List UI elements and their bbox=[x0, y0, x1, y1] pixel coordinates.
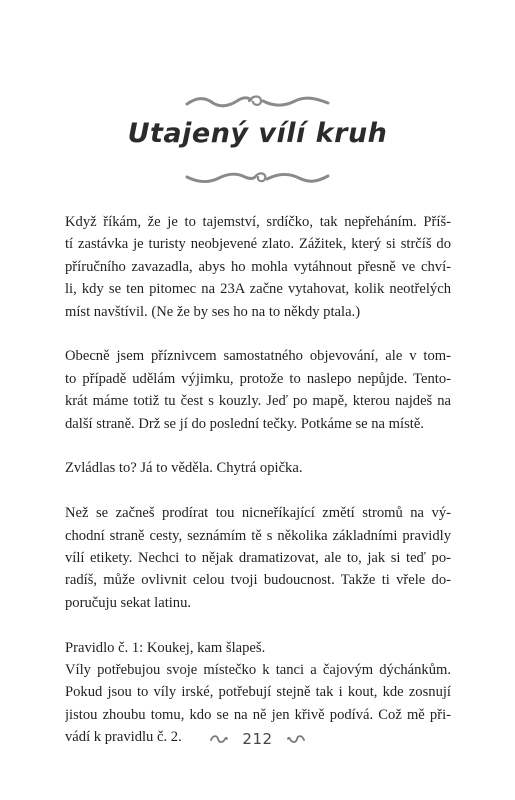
top-ornament-icon bbox=[185, 92, 330, 112]
bottom-ornament-icon bbox=[185, 168, 330, 188]
page-number: 212 bbox=[242, 730, 273, 748]
text-line: Než se začneš prodírat tou nicneříkající změtí stromů na vý- bbox=[65, 505, 451, 522]
text-line: radíš, může ovlivnit celou tvoji budoucnost. Takže ti vřele do- bbox=[65, 572, 451, 589]
text-line: míst navštívil. (Ne že by ses ho na to někdy ptala.) bbox=[65, 303, 361, 320]
text-line: vádí k pravidlu č. 2. bbox=[65, 729, 182, 746]
text-line: tí zastávka je turisty neobjevené zlato. Zážitek, který si strčíš do bbox=[65, 236, 451, 253]
text-line: Zvládlas to? Já to věděla. Chytrá opička. bbox=[65, 460, 303, 477]
text-line: Obecně jsem příznivcem samostatného objevování, ale v tom- bbox=[65, 348, 451, 365]
paragraph bbox=[65, 502, 451, 614]
paragraph bbox=[65, 211, 451, 323]
left-flourish-icon bbox=[210, 734, 228, 744]
text-line: krát máme totiž tu čest s kouzly. Jeď po mapě, kterou najdeš na bbox=[65, 393, 451, 410]
text-line: další straně. Drž se jí do poslední tečky. Potkáme se na místě. bbox=[65, 415, 424, 432]
text-line: Víly potřebujou svoje místečko k tanci a čajovým dýchánkům. bbox=[65, 662, 451, 679]
page-footer bbox=[0, 728, 515, 750]
paragraph bbox=[65, 345, 451, 435]
text-line: Pravidlo č. 1: Koukej, kam šlapeš. bbox=[65, 639, 266, 656]
right-flourish-icon bbox=[287, 734, 305, 744]
text-line: vílí etikety. Nechci to nějak dramatizovat, ale to, jak si teď po- bbox=[65, 550, 451, 567]
paragraph bbox=[65, 457, 451, 479]
text-line: poručuju sekat latinu. bbox=[65, 594, 192, 611]
text-line: Když říkám, že je to tajemství, srdíčko, tak nepřeháním. Příš- bbox=[65, 214, 451, 230]
chapter-title: Utajený vílí kruh bbox=[127, 118, 388, 149]
text-line: příručního zavazadla, abys ho mohla vytáhnout přesně ve chví- bbox=[65, 258, 451, 275]
text-line: jistou zhoubu tomu, kdo se na ně jen křivě podívá. Což mě při- bbox=[65, 706, 451, 723]
text-line: Pokud jsou to víly irské, potřebují stejně tak i kout, kde zosnují bbox=[65, 684, 451, 701]
text-line: to případě udělám výjimku, protože to naslepo nepůjde. Tento- bbox=[65, 370, 451, 387]
text-line: chodní straně cesty, seznámím tě s několika základními pravidly bbox=[65, 527, 451, 544]
body-text bbox=[65, 211, 451, 771]
text-line: li, kdy se ten pitomec na 23A začne vytahovat, kolik neotřelých bbox=[65, 281, 451, 298]
